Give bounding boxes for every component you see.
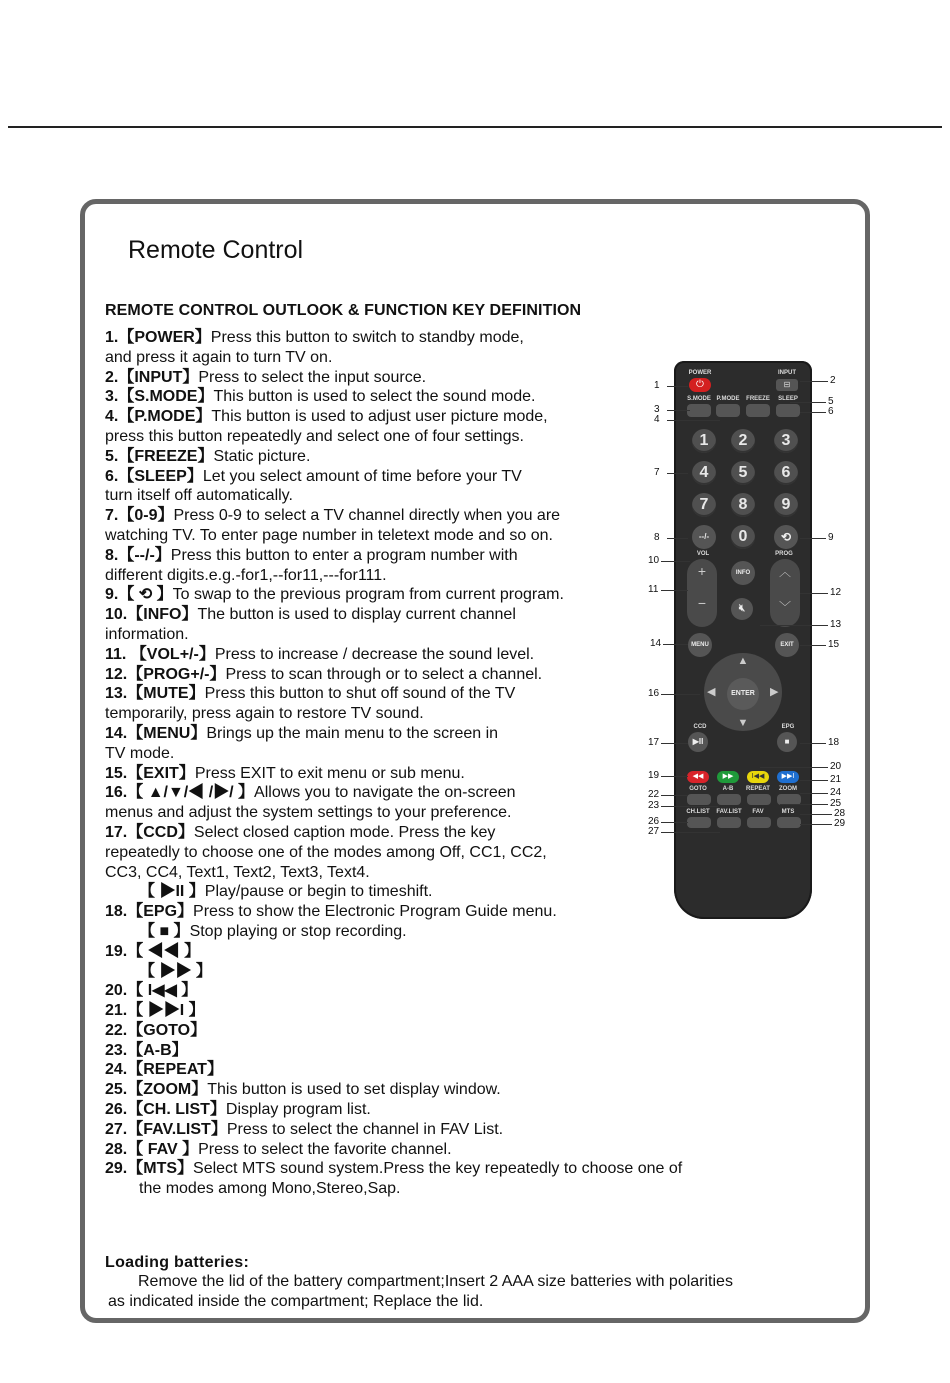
callout-24: 24 xyxy=(830,787,842,798)
key-description: Allows you to navigate the on-screen xyxy=(254,784,516,802)
callout-line xyxy=(661,795,688,796)
favlist-button xyxy=(717,817,741,828)
chlist-label: CH.LIST xyxy=(686,809,710,815)
callout-10: 10 xyxy=(648,555,660,566)
mts-button xyxy=(777,817,801,828)
callout-line xyxy=(661,806,718,807)
zoom-label: ZOOM xyxy=(779,786,797,792)
top-rule xyxy=(8,126,942,128)
key-name: 29.【MTS】 xyxy=(105,1160,194,1178)
definition-line xyxy=(105,645,640,665)
key-description: press this button repeatedly and select one of four settings. xyxy=(105,427,524,445)
key-name: 26.【CH. LIST】 xyxy=(105,1101,226,1119)
freeze-button xyxy=(746,404,770,417)
play-pause-icon: ▶II xyxy=(688,732,708,752)
callout-line xyxy=(667,420,720,421)
right-arrow-icon: ▶ xyxy=(770,686,779,698)
key-name: 17.【CCD】 xyxy=(105,823,194,841)
definition-line xyxy=(105,427,640,447)
definition-line xyxy=(105,724,640,744)
key-definitions-list xyxy=(105,328,683,1199)
page-title: Remote Control xyxy=(128,236,304,264)
key-name: 10.【INFO】 xyxy=(105,606,198,624)
digit-8-button: 8 xyxy=(731,493,755,517)
definition-line xyxy=(105,942,640,962)
callout-line xyxy=(800,824,832,825)
mts-label: MTS xyxy=(781,809,795,815)
exit-button: EXIT xyxy=(775,633,799,657)
key-name: 23.【A-B】 xyxy=(105,1041,188,1059)
definition-line xyxy=(105,506,640,526)
digit-9-button: 9 xyxy=(774,493,798,517)
callout-line xyxy=(800,412,826,413)
key-name: 2.【INPUT】 xyxy=(105,368,199,386)
callout-line xyxy=(661,590,688,591)
key-description: Press this button to switch to standby mode, xyxy=(210,329,524,346)
digit-0-button: 0 xyxy=(731,525,755,549)
key-name: 【 ▶▶ 】 xyxy=(139,962,212,980)
key-description: This button is used to set display window. xyxy=(207,1081,501,1099)
key-description: This button is used to adjust user picture mode, xyxy=(211,408,548,426)
definition-line xyxy=(105,665,640,685)
callout-23: 23 xyxy=(648,800,660,811)
callout-line xyxy=(800,780,828,781)
vol-label: VOL xyxy=(696,551,710,557)
fav-button xyxy=(747,817,771,828)
key-name: 20.【 I◀◀ 】 xyxy=(105,982,198,1000)
dash-button: --/- xyxy=(692,525,716,549)
key-description: This button is used to select the sound mode. xyxy=(213,388,536,406)
key-description: Press to select the input source. xyxy=(198,368,427,386)
callout-20: 20 xyxy=(830,761,842,772)
key-name: 18.【EPG】 xyxy=(105,903,194,921)
key-description: information. xyxy=(105,625,189,643)
down-arrow-icon: ▼ xyxy=(737,717,749,729)
definition-line xyxy=(105,447,640,467)
swap-icon: ⟲ xyxy=(774,525,798,549)
key-name: 27.【FAV.LIST】 xyxy=(105,1120,227,1138)
key-description: Play/pause or begin to timeshift. xyxy=(204,883,433,901)
callout-line xyxy=(760,767,828,768)
key-description: To swap to the previous program from current program. xyxy=(172,586,564,604)
key-description: The button is used to display current channel xyxy=(197,606,516,624)
callout-line xyxy=(800,593,828,594)
key-name: 6.【SLEEP】 xyxy=(105,467,203,485)
callout-line xyxy=(780,804,828,805)
definition-line xyxy=(105,328,640,348)
digit-6-button: 6 xyxy=(774,461,798,485)
epg-label: EPG xyxy=(781,724,795,730)
input-label: INPUT xyxy=(778,370,796,376)
key-name: 24.【REPEAT】 xyxy=(105,1061,223,1079)
callout-17: 17 xyxy=(648,737,660,748)
vol-rocker: + − xyxy=(687,559,717,627)
callout-line xyxy=(661,561,690,562)
definition-line xyxy=(105,566,640,586)
callout-line xyxy=(663,644,688,645)
up-arrow-icon: ▲ xyxy=(737,655,749,667)
fast-forward-icon: ▶▶ xyxy=(717,771,739,783)
key-description: Stop playing or stop recording. xyxy=(189,922,407,940)
callout-1: 1 xyxy=(654,380,660,391)
smode-label: S.MODE xyxy=(687,396,711,402)
batteries-title: Loading batteries: xyxy=(105,1254,250,1271)
key-name: 11. 【VOL+/-】 xyxy=(105,645,215,663)
key-description: Press to scan through or to select a channel. xyxy=(225,665,543,683)
digit-2-button: 2 xyxy=(731,429,755,453)
callout-line xyxy=(661,832,720,833)
callout-line xyxy=(800,814,832,815)
callout-line xyxy=(661,743,688,744)
info-button: INFO xyxy=(731,561,755,585)
callout-18: 18 xyxy=(828,737,840,748)
batteries-text-line2: as indicated inside the compartment; Replace the lid. xyxy=(108,1293,484,1310)
key-name: 13.【MUTE】 xyxy=(105,685,205,703)
menu-button: MENU xyxy=(688,633,712,657)
definition-line xyxy=(105,764,640,784)
callout-line xyxy=(661,694,700,695)
callout-19: 19 xyxy=(648,770,660,781)
key-description: temporarily, press again to restore TV sound. xyxy=(105,705,424,723)
key-name: 15.【EXIT】 xyxy=(105,764,195,782)
callout-16: 16 xyxy=(648,688,660,699)
key-description: and press it again to turn TV on. xyxy=(105,348,333,366)
definition-line xyxy=(105,1120,640,1140)
key-description: different digits.e.g.-for1,--for11,---for111. xyxy=(105,566,387,584)
prog-label: PROG xyxy=(775,551,793,557)
callout-9: 9 xyxy=(828,532,834,543)
key-name: 9.【 ⟲ 】 xyxy=(105,586,173,604)
key-name: 【 ■ 】 xyxy=(139,922,190,940)
callout-2: 2 xyxy=(830,375,836,386)
key-description: Brings up the main menu to the screen in xyxy=(206,724,499,742)
pmode-label: P.MODE xyxy=(716,396,740,402)
repeat-label: REPEAT xyxy=(746,786,770,792)
definition-line xyxy=(105,803,640,823)
definition-line xyxy=(105,684,640,704)
definition-line xyxy=(105,882,640,902)
key-description: turn itself off automatically. xyxy=(105,487,293,505)
key-name: 【 ▶II 】 xyxy=(139,883,205,901)
definition-line xyxy=(105,1179,640,1199)
mute-icon: 🔇︎ xyxy=(731,598,753,620)
key-description: CC3, CC4, Text1, Text2, Text3, Text4. xyxy=(105,863,370,881)
definition-line xyxy=(105,605,640,625)
remote-illustration xyxy=(674,361,812,919)
callout-7: 7 xyxy=(654,467,660,478)
key-name: 25.【ZOOM】 xyxy=(105,1081,208,1099)
chlist-button xyxy=(687,817,711,828)
callout-3: 3 xyxy=(654,404,660,415)
favlist-label: FAV.LIST xyxy=(716,809,742,815)
digit-5-button: 5 xyxy=(731,461,755,485)
pmode-button xyxy=(716,404,740,417)
key-description: TV mode. xyxy=(105,744,175,762)
callout-8: 8 xyxy=(654,532,660,543)
digit-1-button: 1 xyxy=(692,429,716,453)
callout-12: 12 xyxy=(830,587,842,598)
next-icon: ▶▶I xyxy=(777,771,799,783)
definition-line xyxy=(105,744,640,764)
previous-icon: I◀◀ xyxy=(747,771,769,783)
left-arrow-icon: ◀ xyxy=(707,686,716,698)
definition-line xyxy=(105,823,640,843)
callout-13: 13 xyxy=(830,619,842,630)
callout-15: 15 xyxy=(828,639,840,650)
definition-line xyxy=(105,348,640,368)
definition-line xyxy=(105,843,640,863)
key-description: Press to select the channel in FAV List. xyxy=(226,1120,504,1138)
section-title: REMOTE CONTROL OUTLOOK & FUNCTION KEY DEFINITION xyxy=(105,302,582,319)
callout-line xyxy=(661,822,688,823)
callout-14: 14 xyxy=(650,638,662,649)
key-name: 22.【GOTO】 xyxy=(105,1021,207,1039)
callout-line xyxy=(760,625,828,626)
callout-line xyxy=(667,473,688,474)
key-description: repeatedly to choose one of the modes among Off, CC1, CC2, xyxy=(105,843,547,861)
callout-5: 5 xyxy=(828,396,834,407)
key-description: Press to increase / decrease the sound level. xyxy=(214,645,535,663)
smode-button xyxy=(687,404,711,417)
definition-line xyxy=(105,1140,640,1160)
callout-line xyxy=(800,645,826,646)
definition-line xyxy=(105,625,640,645)
freeze-label: FREEZE xyxy=(746,396,770,402)
key-description: Select MTS sound system.Press the key repeatedly to choose one of xyxy=(193,1160,683,1178)
prog-rocker: ︿ ﹀ xyxy=(770,559,800,627)
definition-line xyxy=(105,922,640,942)
callout-28: 28 xyxy=(834,808,846,819)
enter-button: ENTER xyxy=(727,678,759,710)
key-description: Press this button to shut off sound of the TV xyxy=(204,685,516,703)
key-description: Press 0-9 to select a TV channel directly when you are xyxy=(173,507,561,525)
key-name: 28.【 FAV 】 xyxy=(105,1140,199,1158)
stop-icon: ■ xyxy=(777,732,797,752)
callout-line xyxy=(790,402,826,403)
key-description: Press to select the favorite channel. xyxy=(198,1140,452,1158)
ccd-label: CCD xyxy=(693,724,707,730)
key-description: the modes among Mono,Stereo,Sap. xyxy=(139,1180,401,1198)
key-name: 5.【FREEZE】 xyxy=(105,447,214,465)
key-description: Display program list. xyxy=(225,1101,371,1119)
key-name: 14.【MENU】 xyxy=(105,724,207,742)
key-name: 19.【 ◀◀ 】 xyxy=(105,942,201,960)
definition-line xyxy=(105,368,640,388)
key-description: menus and adjust the system settings to your preference. xyxy=(105,804,512,822)
callout-29: 29 xyxy=(834,818,846,829)
key-name: 12.【PROG+/-】 xyxy=(105,665,226,683)
key-name: 8.【--/-】 xyxy=(105,546,171,564)
goto-button xyxy=(687,794,711,805)
callout-21: 21 xyxy=(830,774,842,785)
callout-line xyxy=(667,538,688,539)
definition-line xyxy=(105,1159,683,1179)
sleep-label: SLEEP xyxy=(778,396,798,402)
definition-line xyxy=(105,1001,640,1021)
definition-line xyxy=(105,1021,640,1041)
key-description: Press to show the Electronic Program Guide menu. xyxy=(193,903,557,921)
key-name: 4.【P.MODE】 xyxy=(105,408,212,426)
callout-25: 25 xyxy=(830,798,842,809)
callout-4: 4 xyxy=(654,414,660,425)
key-description: Select closed caption mode. Press the key xyxy=(193,823,496,841)
callout-line xyxy=(667,386,688,387)
definition-line xyxy=(105,783,640,803)
callout-26: 26 xyxy=(648,816,660,827)
power-label: POWER xyxy=(688,370,712,376)
definition-line xyxy=(105,585,640,605)
batteries-text-line1: Remove the lid of the battery compartment;Insert 2 AAA size batteries with polarities xyxy=(138,1273,733,1290)
sleep-button xyxy=(776,404,800,417)
callout-line xyxy=(800,381,828,382)
key-description: watching TV. To enter page number in teletext mode and so on. xyxy=(105,526,553,544)
goto-label: GOTO xyxy=(689,786,707,792)
key-description: Let you select amount of time before your TV xyxy=(202,467,522,485)
key-description: Press this button to enter a program number with xyxy=(170,546,518,564)
key-description: Static picture. xyxy=(213,447,311,465)
definition-line xyxy=(105,962,640,982)
callout-line xyxy=(661,776,688,777)
key-name: 7.【0-9】 xyxy=(105,507,174,525)
input-button: ⊟ xyxy=(776,379,798,391)
definition-line xyxy=(105,486,640,506)
digit-4-button: 4 xyxy=(692,461,716,485)
definition-line xyxy=(105,981,640,1001)
callout-11: 11 xyxy=(648,584,659,595)
key-description: Press EXIT to exit menu or sub menu. xyxy=(194,764,465,782)
key-name: 16.【 ▲/▼/◀ /▶/ 】 xyxy=(105,784,255,802)
digit-3-button: 3 xyxy=(774,429,798,453)
ab-button xyxy=(717,794,741,805)
definition-line xyxy=(105,1100,640,1120)
ab-label: A-B xyxy=(722,786,734,792)
definition-line xyxy=(105,407,640,427)
callout-line xyxy=(800,793,828,794)
rewind-icon: ◀◀ xyxy=(687,771,709,783)
definition-line xyxy=(105,902,640,922)
power-button: ⏻ xyxy=(689,378,711,392)
callout-6: 6 xyxy=(828,406,834,417)
digit-7-button: 7 xyxy=(692,493,716,517)
definition-line xyxy=(105,863,640,883)
definition-line xyxy=(105,387,640,407)
definition-line xyxy=(105,1080,640,1100)
fav-label: FAV xyxy=(752,809,764,815)
definition-line xyxy=(105,546,640,566)
definition-line xyxy=(105,704,640,724)
callout-22: 22 xyxy=(648,789,660,800)
callout-line xyxy=(800,538,826,539)
key-name: 21.【 ▶▶I 】 xyxy=(105,1002,205,1020)
callout-line xyxy=(800,743,826,744)
repeat-button xyxy=(747,794,771,805)
callout-27: 27 xyxy=(648,826,660,837)
callout-line xyxy=(667,410,690,411)
definition-line xyxy=(105,1060,640,1080)
definition-line xyxy=(105,526,640,546)
definition-line xyxy=(105,467,640,487)
key-name: 3.【S.MODE】 xyxy=(105,388,214,406)
definition-line xyxy=(105,1041,640,1061)
key-name: 1.【POWER】 xyxy=(105,329,211,346)
